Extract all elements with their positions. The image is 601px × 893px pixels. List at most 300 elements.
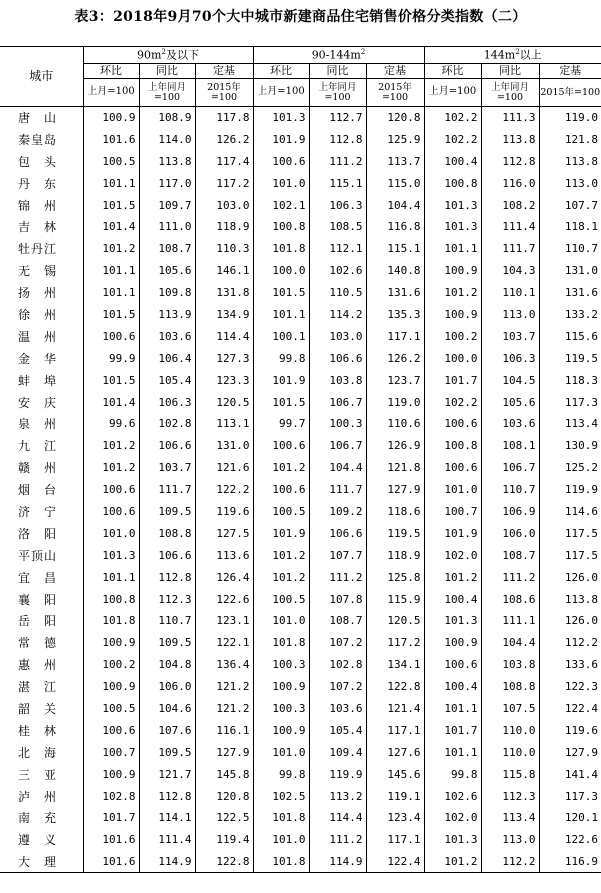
index-value: 112.8 bbox=[309, 128, 366, 150]
index-value: 113.8 bbox=[139, 150, 195, 172]
index-value: 116.9 bbox=[539, 851, 601, 873]
base-year-2015: 2015年=100 bbox=[539, 79, 601, 107]
city-name: 洛 阳 bbox=[18, 526, 58, 541]
index-value: 102.0 bbox=[424, 807, 481, 829]
index-value: 113.7 bbox=[366, 150, 424, 172]
index-value: 113.6 bbox=[195, 544, 253, 566]
index-value: 114.1 bbox=[139, 807, 195, 829]
index-value: 123.7 bbox=[366, 369, 424, 391]
index-value: 101.8 bbox=[253, 807, 309, 829]
base-same-month-last-year: 上年同月=100 bbox=[139, 79, 195, 107]
index-value: 100.4 bbox=[424, 676, 481, 698]
city-name: 遵 义 bbox=[18, 833, 58, 848]
index-value: 107.2 bbox=[309, 676, 366, 698]
index-value: 101.5 bbox=[253, 282, 309, 304]
index-value: 112.3 bbox=[139, 588, 195, 610]
index-value: 123.4 bbox=[366, 807, 424, 829]
index-value: 114.2 bbox=[309, 304, 366, 326]
table-row bbox=[0, 216, 601, 238]
index-value: 115.1 bbox=[366, 238, 424, 260]
table-row bbox=[0, 829, 601, 851]
index-value: 112.2 bbox=[539, 632, 601, 654]
group-header-large-main: 144m bbox=[483, 48, 516, 62]
index-value: 114.9 bbox=[309, 851, 366, 873]
index-value: 112.8 bbox=[139, 785, 195, 807]
index-value: 121.8 bbox=[366, 457, 424, 479]
base-prev-month: 上月=100 bbox=[253, 79, 309, 107]
table-row bbox=[0, 566, 601, 588]
index-value: 108.6 bbox=[481, 588, 539, 610]
index-value: 107.7 bbox=[539, 194, 601, 216]
group-header-small-sup: 2 bbox=[161, 47, 166, 56]
index-value: 120.5 bbox=[366, 610, 424, 632]
index-value: 106.4 bbox=[139, 347, 195, 369]
index-value: 100.6 bbox=[424, 654, 481, 676]
index-value: 100.6 bbox=[253, 479, 309, 501]
city-name: 秦皇岛 bbox=[18, 132, 58, 147]
index-value: 113.2 bbox=[309, 785, 366, 807]
index-value: 100.5 bbox=[253, 588, 309, 610]
index-value: 101.2 bbox=[83, 457, 139, 479]
index-value: 101.2 bbox=[424, 851, 481, 873]
index-value: 101.4 bbox=[83, 391, 139, 413]
mom-header: 环比 bbox=[83, 64, 139, 79]
index-value: 110.3 bbox=[195, 238, 253, 260]
table-row bbox=[0, 632, 601, 654]
index-value: 110.7 bbox=[139, 610, 195, 632]
table-row bbox=[0, 172, 601, 194]
index-value: 131.0 bbox=[539, 260, 601, 282]
index-value: 104.4 bbox=[309, 457, 366, 479]
index-value: 103.7 bbox=[139, 457, 195, 479]
city-name: 襄 阳 bbox=[18, 592, 58, 607]
table-row bbox=[0, 435, 601, 457]
index-value: 113.8 bbox=[539, 150, 601, 172]
index-value: 101.8 bbox=[83, 610, 139, 632]
index-value: 110.7 bbox=[481, 479, 539, 501]
index-value: 131.8 bbox=[195, 282, 253, 304]
index-value: 101.0 bbox=[424, 479, 481, 501]
index-value: 122.8 bbox=[366, 676, 424, 698]
index-value: 116.8 bbox=[366, 216, 424, 238]
index-value: 113.8 bbox=[481, 128, 539, 150]
index-value: 120.5 bbox=[195, 391, 253, 413]
index-value: 111.7 bbox=[309, 479, 366, 501]
index-value: 100.4 bbox=[424, 588, 481, 610]
index-value: 101.9 bbox=[253, 128, 309, 150]
index-value: 106.7 bbox=[481, 457, 539, 479]
table-row bbox=[0, 457, 601, 479]
table-row bbox=[0, 282, 601, 304]
header-row-measures bbox=[0, 64, 601, 79]
fixed-base-header: 定基 bbox=[195, 64, 253, 79]
index-value: 103.6 bbox=[139, 325, 195, 347]
index-value: 117.1 bbox=[366, 325, 424, 347]
index-value: 101.2 bbox=[83, 435, 139, 457]
index-value: 102.5 bbox=[253, 785, 309, 807]
index-value: 108.9 bbox=[139, 107, 195, 129]
index-value: 109.7 bbox=[139, 194, 195, 216]
city-name: 三 亚 bbox=[18, 767, 58, 782]
group-header-small bbox=[83, 47, 253, 64]
index-value: 113.0 bbox=[481, 829, 539, 851]
index-value: 101.8 bbox=[253, 851, 309, 873]
index-value: 100.8 bbox=[424, 172, 481, 194]
index-value: 113.0 bbox=[481, 304, 539, 326]
index-value: 123.3 bbox=[195, 369, 253, 391]
index-value: 115.8 bbox=[481, 763, 539, 785]
index-value: 114.6 bbox=[539, 501, 601, 523]
city-name: 温 州 bbox=[18, 329, 58, 344]
index-value: 122.6 bbox=[195, 588, 253, 610]
index-value: 106.7 bbox=[309, 435, 366, 457]
table-row bbox=[0, 391, 601, 413]
index-value: 127.9 bbox=[539, 741, 601, 763]
index-value: 100.0 bbox=[253, 260, 309, 282]
index-value: 102.8 bbox=[139, 413, 195, 435]
index-value: 103.6 bbox=[481, 413, 539, 435]
index-value: 112.7 bbox=[309, 107, 366, 129]
base-same-month-last-year: 上年同月=100 bbox=[309, 79, 366, 107]
city-name: 济 宁 bbox=[18, 504, 58, 519]
index-value: 109.5 bbox=[139, 632, 195, 654]
table-row bbox=[0, 501, 601, 523]
index-value: 122.4 bbox=[539, 698, 601, 720]
index-value: 104.3 bbox=[481, 260, 539, 282]
group-header-small-tail: 及以下 bbox=[165, 48, 199, 62]
index-value: 106.6 bbox=[309, 347, 366, 369]
index-value: 99.6 bbox=[83, 413, 139, 435]
table-row bbox=[0, 610, 601, 632]
index-value: 108.7 bbox=[481, 544, 539, 566]
index-value: 108.1 bbox=[481, 435, 539, 457]
city-name: 安 庆 bbox=[18, 395, 58, 410]
index-value: 121.6 bbox=[195, 457, 253, 479]
index-value: 101.1 bbox=[83, 282, 139, 304]
index-value: 119.5 bbox=[366, 522, 424, 544]
index-value: 133.2 bbox=[539, 304, 601, 326]
index-value: 99.8 bbox=[253, 763, 309, 785]
index-value: 117.2 bbox=[195, 172, 253, 194]
index-value: 106.6 bbox=[139, 544, 195, 566]
index-value: 102.6 bbox=[424, 785, 481, 807]
index-value: 111.4 bbox=[139, 829, 195, 851]
table-row bbox=[0, 676, 601, 698]
table-row bbox=[0, 304, 601, 326]
index-value: 103.0 bbox=[195, 194, 253, 216]
index-value: 100.3 bbox=[309, 413, 366, 435]
index-value: 131.6 bbox=[366, 282, 424, 304]
city-name: 九 江 bbox=[18, 439, 58, 454]
index-value: 104.4 bbox=[366, 194, 424, 216]
index-value: 100.6 bbox=[83, 325, 139, 347]
index-value: 117.8 bbox=[195, 107, 253, 129]
city-name: 牡丹江 bbox=[18, 242, 58, 257]
index-value: 100.1 bbox=[253, 325, 309, 347]
index-value: 100.9 bbox=[253, 676, 309, 698]
index-value: 101.3 bbox=[424, 194, 481, 216]
city-name: 韶 关 bbox=[18, 701, 58, 716]
index-value: 101.2 bbox=[424, 282, 481, 304]
index-value: 101.1 bbox=[83, 172, 139, 194]
city-name: 宜 昌 bbox=[18, 570, 58, 585]
index-value: 101.8 bbox=[253, 238, 309, 260]
index-value: 101.0 bbox=[253, 172, 309, 194]
mom-header: 环比 bbox=[424, 64, 481, 79]
index-value: 111.1 bbox=[481, 610, 539, 632]
index-value: 118.6 bbox=[366, 501, 424, 523]
index-value: 145.6 bbox=[366, 763, 424, 785]
index-value: 101.0 bbox=[83, 522, 139, 544]
index-value: 99.8 bbox=[424, 763, 481, 785]
index-value: 100.6 bbox=[83, 719, 139, 741]
index-value: 101.5 bbox=[253, 391, 309, 413]
table-row bbox=[0, 741, 601, 763]
index-value: 113.4 bbox=[539, 413, 601, 435]
index-value: 126.4 bbox=[195, 566, 253, 588]
base-prev-month: 上月=100 bbox=[83, 79, 139, 107]
index-value: 101.6 bbox=[83, 128, 139, 150]
index-value: 119.4 bbox=[195, 829, 253, 851]
city-name: 岳 阳 bbox=[18, 614, 58, 629]
index-value: 111.7 bbox=[139, 479, 195, 501]
index-value: 102.0 bbox=[424, 544, 481, 566]
index-value: 101.6 bbox=[83, 829, 139, 851]
index-value: 101.0 bbox=[253, 610, 309, 632]
index-value: 101.6 bbox=[83, 851, 139, 873]
index-value: 100.7 bbox=[83, 741, 139, 763]
index-value: 101.3 bbox=[253, 107, 309, 129]
index-value: 145.8 bbox=[195, 763, 253, 785]
index-value: 100.2 bbox=[424, 325, 481, 347]
index-value: 111.7 bbox=[481, 238, 539, 260]
index-value: 101.2 bbox=[253, 544, 309, 566]
index-value: 100.9 bbox=[424, 304, 481, 326]
header-row-groups bbox=[0, 47, 601, 64]
index-value: 101.9 bbox=[253, 522, 309, 544]
group-header-small-main: 90m bbox=[137, 48, 162, 62]
index-value: 101.3 bbox=[424, 829, 481, 851]
index-value: 109.5 bbox=[139, 501, 195, 523]
table-row bbox=[0, 194, 601, 216]
index-value: 107.6 bbox=[139, 719, 195, 741]
index-value: 123.1 bbox=[195, 610, 253, 632]
index-value: 119.9 bbox=[309, 763, 366, 785]
index-value: 100.3 bbox=[253, 654, 309, 676]
index-value: 103.6 bbox=[309, 698, 366, 720]
index-value: 119.9 bbox=[539, 479, 601, 501]
index-value: 106.6 bbox=[309, 522, 366, 544]
index-value: 121.2 bbox=[195, 676, 253, 698]
index-value: 101.7 bbox=[424, 369, 481, 391]
group-header-large-sup: 2 bbox=[515, 47, 520, 56]
index-value: 106.3 bbox=[481, 347, 539, 369]
index-value: 99.8 bbox=[253, 347, 309, 369]
index-value: 108.5 bbox=[309, 216, 366, 238]
index-value: 101.8 bbox=[253, 632, 309, 654]
index-value: 100.7 bbox=[424, 501, 481, 523]
index-value: 115.6 bbox=[539, 325, 601, 347]
index-value: 121.2 bbox=[195, 698, 253, 720]
city-name: 扬 州 bbox=[18, 286, 58, 301]
index-value: 122.6 bbox=[539, 829, 601, 851]
group-header-large bbox=[424, 47, 601, 64]
city-name: 湛 江 bbox=[18, 680, 58, 695]
index-value: 102.1 bbox=[253, 194, 309, 216]
fixed-base-header: 定基 bbox=[366, 64, 424, 79]
table-row bbox=[0, 479, 601, 501]
index-value: 110.6 bbox=[366, 413, 424, 435]
index-value: 127.9 bbox=[195, 741, 253, 763]
city-name: 丹 东 bbox=[18, 176, 58, 191]
index-value: 99.9 bbox=[83, 347, 139, 369]
index-value: 131.6 bbox=[539, 282, 601, 304]
index-value: 108.8 bbox=[481, 676, 539, 698]
city-name: 金 华 bbox=[18, 351, 58, 366]
table-row bbox=[0, 238, 601, 260]
index-value: 102.2 bbox=[424, 391, 481, 413]
index-value: 119.1 bbox=[366, 785, 424, 807]
index-value: 105.4 bbox=[309, 719, 366, 741]
index-value: 136.4 bbox=[195, 654, 253, 676]
table-row bbox=[0, 107, 601, 129]
index-value: 101.1 bbox=[83, 260, 139, 282]
index-value: 141.4 bbox=[539, 763, 601, 785]
index-value: 110.0 bbox=[481, 719, 539, 741]
index-value: 127.6 bbox=[366, 741, 424, 763]
city-name: 包 头 bbox=[18, 154, 58, 169]
index-value: 101.5 bbox=[83, 194, 139, 216]
index-value: 135.3 bbox=[366, 304, 424, 326]
index-value: 113.4 bbox=[481, 807, 539, 829]
index-value: 119.6 bbox=[195, 501, 253, 523]
index-value: 101.1 bbox=[424, 741, 481, 763]
index-value: 101.7 bbox=[83, 807, 139, 829]
index-value: 111.2 bbox=[309, 829, 366, 851]
index-value: 126.0 bbox=[539, 566, 601, 588]
table-row bbox=[0, 851, 601, 873]
city-name: 泉 州 bbox=[18, 417, 58, 432]
index-value: 106.9 bbox=[481, 501, 539, 523]
index-value: 127.5 bbox=[195, 522, 253, 544]
index-value: 114.0 bbox=[139, 128, 195, 150]
index-value: 122.5 bbox=[195, 807, 253, 829]
index-value: 119.0 bbox=[539, 107, 601, 129]
index-value: 117.3 bbox=[539, 391, 601, 413]
group-header-medium-sup: 2 bbox=[360, 47, 366, 56]
index-value: 118.1 bbox=[539, 216, 601, 238]
index-value: 117.5 bbox=[539, 544, 601, 566]
index-value: 122.4 bbox=[366, 851, 424, 873]
index-value: 110.7 bbox=[539, 238, 601, 260]
index-value: 103.0 bbox=[309, 325, 366, 347]
city-name: 徐 州 bbox=[18, 307, 58, 322]
index-value: 107.5 bbox=[481, 698, 539, 720]
city-name: 常 德 bbox=[18, 636, 58, 651]
index-value: 110.1 bbox=[481, 282, 539, 304]
index-value: 113.8 bbox=[539, 588, 601, 610]
index-value: 121.8 bbox=[539, 128, 601, 150]
yoy-header: 同比 bbox=[309, 64, 366, 79]
mom-header: 环比 bbox=[253, 64, 309, 79]
table-row bbox=[0, 413, 601, 435]
index-value: 109.5 bbox=[139, 741, 195, 763]
index-value: 100.5 bbox=[83, 698, 139, 720]
index-value: 113.1 bbox=[195, 413, 253, 435]
city-name: 唐 山 bbox=[18, 111, 58, 126]
index-value: 100.4 bbox=[424, 150, 481, 172]
index-value: 134.9 bbox=[195, 304, 253, 326]
table-row bbox=[0, 325, 601, 347]
index-value: 108.7 bbox=[139, 238, 195, 260]
index-value: 106.0 bbox=[139, 676, 195, 698]
index-value: 102.2 bbox=[424, 107, 481, 129]
index-value: 117.2 bbox=[366, 632, 424, 654]
index-value: 107.2 bbox=[309, 632, 366, 654]
index-value: 101.3 bbox=[83, 544, 139, 566]
index-value: 101.3 bbox=[424, 216, 481, 238]
city-name: 惠 州 bbox=[18, 658, 58, 673]
index-value: 100.3 bbox=[253, 698, 309, 720]
index-value: 100.2 bbox=[83, 654, 139, 676]
index-value: 113.0 bbox=[539, 172, 601, 194]
index-value: 109.8 bbox=[139, 282, 195, 304]
table-row bbox=[0, 347, 601, 369]
city-name: 大 理 bbox=[0, 851, 83, 873]
index-value: 133.6 bbox=[539, 654, 601, 676]
index-value: 105.6 bbox=[139, 260, 195, 282]
city-name: 北 海 bbox=[18, 745, 58, 760]
index-value: 116.0 bbox=[481, 172, 539, 194]
index-value: 125.8 bbox=[366, 566, 424, 588]
index-value: 100.6 bbox=[253, 150, 309, 172]
table-row bbox=[0, 763, 601, 785]
index-value: 101.5 bbox=[83, 369, 139, 391]
index-value: 118.9 bbox=[366, 544, 424, 566]
index-value: 119.5 bbox=[539, 347, 601, 369]
index-value: 117.4 bbox=[195, 150, 253, 172]
index-value: 108.7 bbox=[309, 610, 366, 632]
index-value: 100.6 bbox=[424, 457, 481, 479]
index-value: 103.8 bbox=[481, 654, 539, 676]
city-name: 无 锡 bbox=[18, 264, 58, 279]
index-value: 112.8 bbox=[139, 566, 195, 588]
index-value: 99.7 bbox=[253, 413, 309, 435]
index-value: 100.6 bbox=[424, 413, 481, 435]
index-value: 103.8 bbox=[309, 369, 366, 391]
index-value: 121.7 bbox=[139, 763, 195, 785]
index-value: 102.2 bbox=[424, 128, 481, 150]
index-value: 101.4 bbox=[83, 216, 139, 238]
index-value: 100.9 bbox=[424, 260, 481, 282]
index-value: 126.2 bbox=[195, 128, 253, 150]
index-value: 112.2 bbox=[481, 851, 539, 873]
index-value: 108.2 bbox=[481, 194, 539, 216]
index-value: 103.7 bbox=[481, 325, 539, 347]
index-value: 115.9 bbox=[366, 588, 424, 610]
group-header-large-tail: 以上 bbox=[519, 48, 542, 62]
index-value: 125.9 bbox=[366, 128, 424, 150]
index-value: 101.3 bbox=[424, 610, 481, 632]
index-value: 117.3 bbox=[539, 785, 601, 807]
index-value: 122.3 bbox=[539, 676, 601, 698]
table-row bbox=[0, 369, 601, 391]
index-value: 110.5 bbox=[309, 282, 366, 304]
index-value: 122.1 bbox=[195, 632, 253, 654]
index-value: 119.0 bbox=[366, 391, 424, 413]
index-value: 100.8 bbox=[253, 216, 309, 238]
index-value: 101.2 bbox=[253, 566, 309, 588]
